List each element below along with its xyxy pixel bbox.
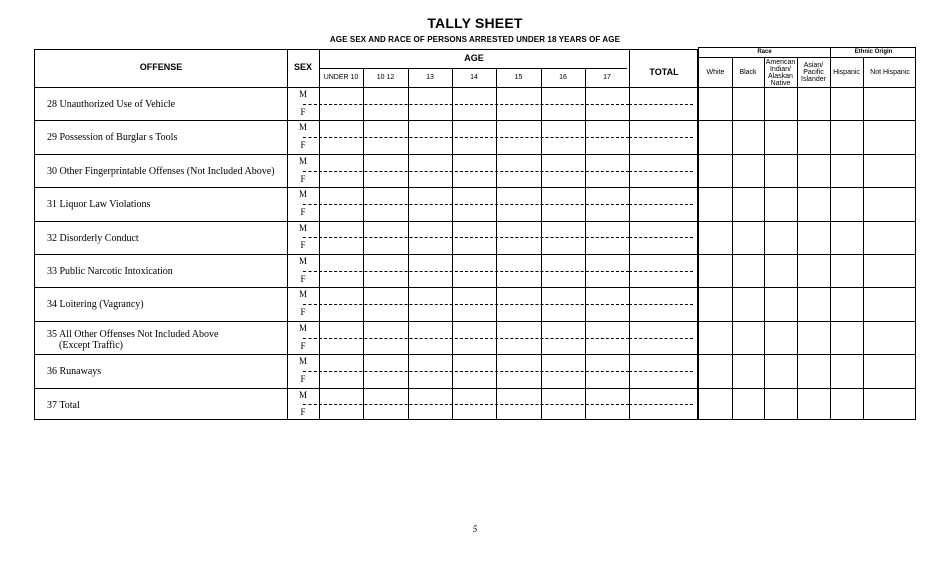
row-rule: [35, 154, 697, 155]
race-col-divider: [830, 48, 831, 419]
race-column-header: American Indian/ Alaskan Native: [765, 58, 796, 87]
sex-mid-dash: [303, 371, 317, 372]
sex-mid-dash: [303, 204, 317, 205]
row-rule: [35, 254, 697, 255]
total-mid-dash: [629, 237, 693, 238]
sex-mid-dash: [303, 137, 317, 138]
total-mid-dash: [629, 104, 693, 105]
age-mid-dash: [319, 404, 629, 405]
offense-label: 32 Disorderly Conduct: [47, 232, 139, 244]
total-mid-dash: [629, 371, 693, 372]
race-col-divider: [764, 57, 765, 419]
age-mid-dash: [319, 204, 629, 205]
row-rule: [35, 120, 697, 121]
row-rule: [35, 321, 697, 322]
race-row-rule: [699, 321, 915, 322]
row-rule: [35, 287, 697, 288]
sex-mid-dash: [303, 271, 317, 272]
sex-divider: [319, 50, 320, 419]
age-mid-dash: [319, 271, 629, 272]
offense-label: 36 Runaways: [47, 366, 102, 378]
race-col-divider: [863, 57, 864, 419]
page-subtitle: AGE SEX AND RACE OF PERSONS ARRESTED UNDER 18 YEARS OF AGE: [329, 35, 621, 44]
sex-male-label: M: [298, 356, 307, 367]
race-column-header: White: [706, 69, 725, 76]
race-table: [698, 47, 916, 420]
sex-female-label: F: [300, 273, 306, 284]
tally-table: [34, 49, 698, 420]
race-row-rule: [699, 287, 915, 288]
offense-label: 28 Unauthorized Use of Vehicle: [47, 99, 176, 110]
race-col-divider: [797, 57, 798, 419]
age-column-header: 14: [470, 74, 478, 81]
race-row-rule: [699, 120, 915, 121]
sex-female-label: F: [300, 373, 306, 384]
age-column-header: 13: [426, 74, 434, 81]
sex-mid-dash: [303, 171, 317, 172]
row-rule: [35, 187, 697, 188]
sex-male-label: M: [298, 122, 307, 133]
age-mid-dash: [319, 304, 629, 305]
age-column-header: UNDER 10: [323, 74, 359, 81]
total-mid-dash: [629, 304, 693, 305]
sex-female-label: F: [300, 206, 306, 217]
sex-mid-dash: [303, 338, 317, 339]
sex-male-label: M: [298, 189, 307, 200]
age-column-header: 16: [559, 74, 567, 81]
offense-label: 29 Possession of Burglar s Tools: [47, 132, 178, 144]
sex-female-label: F: [300, 307, 306, 318]
total-mid-dash: [629, 204, 693, 205]
sex-male-label: M: [298, 256, 307, 266]
offense-divider: [287, 50, 288, 419]
sex-mid-dash: [303, 304, 317, 305]
offense-header: OFFENSE: [139, 62, 183, 72]
page-number: 5: [472, 524, 478, 534]
race-column-header: Asian/ Pacific Islander: [801, 62, 826, 83]
sex-female-label: F: [300, 106, 306, 117]
ethnic-origin-header: Ethnic Origin: [854, 49, 893, 55]
race-col-divider: [732, 57, 733, 419]
offense-label: 34 Loitering (Vagrancy): [47, 299, 144, 311]
age-column-header: 17: [603, 74, 611, 81]
sex-mid-dash: [303, 104, 317, 105]
total-mid-dash: [629, 271, 693, 272]
age-column-header: 15: [514, 74, 523, 81]
total-header: TOTAL: [649, 67, 679, 77]
race-column-header: Hispanic: [833, 69, 860, 76]
offense-label: 35 All Other Offenses Not Included Above: [47, 328, 219, 340]
header-rule: [35, 87, 697, 88]
sex-male-label: M: [298, 322, 307, 333]
age-column-header: 10 12: [376, 74, 395, 81]
race-column-header: Black: [739, 69, 757, 76]
race-row-rule: [699, 221, 915, 222]
race-header: Race: [757, 49, 772, 55]
page-title: TALLY SHEET: [427, 15, 523, 31]
offense-label: 30 Other Fingerprintable Offenses (Not Included Above): [47, 165, 275, 177]
offense-label: 37 Total: [47, 399, 80, 411]
age-mid-dash: [319, 338, 629, 339]
race-row-rule: [699, 154, 915, 155]
sex-male-label: M: [298, 89, 307, 99]
total-mid-dash: [629, 404, 693, 405]
age-mid-dash: [319, 371, 629, 372]
offense-label: 33 Public Narcotic Intoxication: [47, 266, 173, 277]
race-row-rule: [699, 388, 915, 389]
row-rule: [35, 354, 697, 355]
sex-female-label: F: [300, 340, 306, 351]
race-row-rule: [699, 254, 915, 255]
sex-female-label: F: [300, 407, 306, 418]
sex-female-label: F: [300, 240, 306, 251]
sex-male-label: M: [298, 389, 307, 400]
sex-mid-dash: [303, 404, 317, 405]
age-header: AGE: [464, 53, 484, 63]
sex-male-label: M: [298, 155, 307, 166]
row-rule: [35, 388, 697, 389]
race-column-header: Not Hispanic: [870, 69, 910, 76]
age-mid-dash: [319, 137, 629, 138]
sex-female-label: F: [300, 140, 306, 151]
sex-mid-dash: [303, 237, 317, 238]
total-divider: [629, 50, 630, 419]
row-rule: [35, 221, 697, 222]
age-mid-dash: [319, 104, 629, 105]
race-row-rule: [699, 187, 915, 188]
age-mid-dash: [319, 237, 629, 238]
sex-header: SEX: [293, 62, 312, 72]
total-mid-dash: [629, 338, 693, 339]
age-mid-dash: [319, 171, 629, 172]
offense-label: 31 Liquor Law Violations: [47, 199, 151, 211]
race-row-rule: [699, 354, 915, 355]
offense-label-line2: (Except Traffic): [59, 339, 123, 351]
total-mid-dash: [629, 137, 693, 138]
sex-male-label: M: [298, 289, 307, 300]
sex-male-label: M: [298, 222, 307, 233]
sex-female-label: F: [300, 173, 306, 184]
total-mid-dash: [629, 171, 693, 172]
